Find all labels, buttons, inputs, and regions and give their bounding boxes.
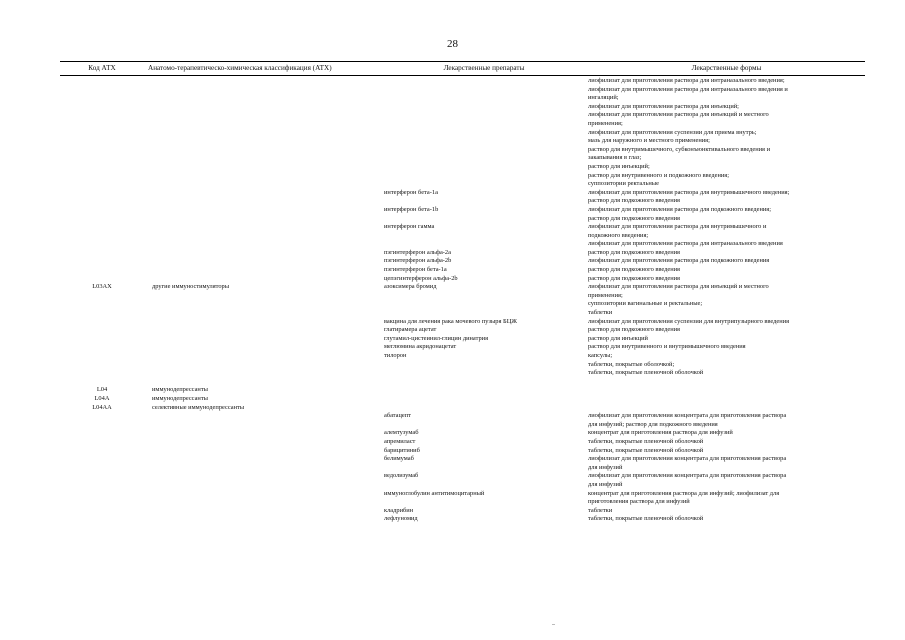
drug-name-cell: ведолизумаб — [384, 472, 419, 480]
dosage-form-cell: применения; — [588, 291, 623, 299]
dosage-form-cell: лиофилизат для приготовления раствора для подкожного введения; — [588, 205, 771, 213]
atc-code-cell: L04AA — [92, 403, 112, 411]
table-row — [60, 257, 865, 266]
table-row — [60, 369, 865, 378]
dosage-form-cell: таблетки, покрытые пленочной оболочкой — [588, 437, 704, 445]
column-header-classification: Анатомо-терапевтическо-химическая классификация (АТХ) — [148, 64, 332, 72]
table-row — [60, 283, 865, 292]
column-header-forms: Лекарственные формы — [691, 64, 762, 72]
table-row — [60, 120, 865, 129]
dosage-form-cell: лиофилизат для приготовления концентрата для приготовления раствора — [588, 472, 787, 480]
dosage-form-cell: раствор для инъекций; — [588, 162, 650, 170]
dosage-form-cell: подкожного введения; — [588, 231, 649, 239]
table-row — [60, 137, 865, 146]
table-row — [60, 326, 865, 335]
dosage-form-cell: лиофилизат для приготовления раствора для интраназального введения; — [588, 77, 785, 84]
drug-name-cell: белимумаб — [384, 455, 414, 463]
table-row — [60, 94, 865, 103]
dosage-form-cell: лиофилизат для приготовления концентрата для приготовления раствора — [588, 412, 787, 420]
drug-name-cell: апремиласт — [384, 437, 416, 445]
table-row — [60, 318, 865, 327]
drug-name-cell: иммуноглобулин антитимоцитарный — [384, 489, 485, 497]
dosage-form-cell: раствор для внутривенного и внутримышечного введения — [588, 343, 746, 351]
dosage-form-cell: лиофилизат для приготовления раствора для инъекций и местного — [588, 111, 769, 119]
table-row — [60, 515, 865, 524]
table-row — [60, 154, 865, 163]
drug-name-cell: пэгинтерферон альфа-2a — [384, 248, 451, 256]
dosage-form-cell: приготовления раствора для инфузий — [588, 498, 690, 506]
drug-name-cell: кладрибин — [384, 506, 414, 514]
dosage-form-cell: мазь для наружного и местного применения; — [588, 137, 710, 145]
classification-cell: селективные иммунодепрессанты — [152, 403, 245, 411]
column-header-drugs: Лекарственные препараты — [443, 64, 525, 72]
dosage-form-cell: для инфузий; раствор для подкожного введения — [588, 420, 718, 428]
table-row — [60, 172, 865, 181]
table-row — [60, 240, 865, 249]
dosage-form-cell: лиофилизат для приготовления раствора для инъекций и местного — [588, 283, 769, 291]
table-row — [60, 361, 865, 370]
drug-name-cell: алемтузумаб — [384, 429, 419, 437]
dosage-form-cell: раствор для подкожного введения — [588, 266, 681, 274]
dosage-form-cell: концентрат для приготовления раствора для инфузий; лиофилизат для — [588, 489, 780, 497]
drug-name-cell: тилорон — [384, 352, 407, 359]
drug-name-cell: пэгинтерферон альфа-2b — [384, 257, 452, 265]
dosage-form-cell: закапывания в глаз; — [588, 154, 642, 162]
atc-code-cell: L04 — [96, 386, 108, 394]
dosage-form-cell: капсулы; — [588, 352, 613, 359]
table-row — [60, 378, 865, 387]
table-row — [60, 412, 865, 421]
classification-cell: другие иммуностимуляторы — [152, 283, 230, 291]
table-row — [60, 292, 865, 301]
table-row — [60, 206, 865, 215]
table-row — [60, 180, 865, 189]
dosage-form-cell: раствор для подкожного введения — [588, 274, 681, 282]
dosage-form-cell: таблетки — [588, 506, 613, 514]
table-row — [60, 197, 865, 206]
table-row — [60, 335, 865, 344]
table-row — [60, 300, 865, 309]
drug-name-cell: глутамил-цистеинил-глицин динатрия — [384, 334, 489, 342]
table-row — [60, 429, 865, 438]
table-row — [60, 223, 865, 232]
dosage-form-cell: таблетки, покрытые пленочной оболочкой — [588, 515, 704, 523]
dosage-form-cell: применения; — [588, 119, 623, 127]
dosage-form-cell: лиофилизат для приготовления концентрата для приготовления раствора — [588, 455, 787, 463]
table-row — [60, 215, 865, 224]
dosage-form-cell: раствор для подкожного введения — [588, 248, 681, 256]
header-bottom-rule — [60, 75, 865, 76]
table-row — [60, 275, 865, 284]
drug-name-cell: азоксимера бромид — [384, 283, 437, 291]
scan-artifact — [552, 624, 555, 625]
dosage-form-cell: концентрат для приготовления раствора для инфузий — [588, 429, 733, 437]
drug-name-cell: глатирамера ацетат — [384, 326, 437, 334]
page-number: 28 — [447, 38, 458, 50]
table-row — [60, 86, 865, 95]
table-row — [60, 129, 865, 138]
table-row — [60, 481, 865, 490]
dosage-form-cell: лиофилизат для приготовления раствора для подкожного введения — [588, 257, 770, 265]
dosage-form-cell: для инфузий — [588, 463, 623, 471]
drug-name-cell: цепэгинтерферон альфа-2b — [384, 274, 458, 282]
table-row — [60, 77, 865, 86]
table-row — [60, 103, 865, 112]
table-row — [60, 472, 865, 481]
atc-code-cell: L03AX — [92, 283, 112, 291]
table-row — [60, 146, 865, 155]
drug-name-cell: вакцина для лечения рака мочевого пузыря БЦЖ — [384, 317, 518, 325]
header-top-rule — [60, 61, 865, 62]
table-row — [60, 343, 865, 352]
dosage-form-cell: таблетки — [588, 309, 613, 317]
atc-table-body — [60, 77, 865, 524]
table-row — [60, 309, 865, 318]
dosage-form-cell: для инфузий — [588, 480, 623, 488]
dosage-form-cell: лиофилизат для приготовления раствора для инъекций; — [588, 102, 739, 110]
table-row — [60, 352, 865, 361]
table-row — [60, 490, 865, 499]
dosage-form-cell: раствор для внутримышечного, субконъюнктивального введения и — [588, 145, 771, 153]
dosage-form-cell: раствор для инъекций — [588, 334, 648, 342]
classification-cell: иммунодепрессанты — [152, 386, 208, 394]
drug-name-cell: интерферон бета-1b — [384, 205, 439, 213]
dosage-form-cell: раствор для подкожного введения — [588, 197, 681, 205]
dosage-form-cell: лиофилизат для приготовления раствора для внутримышечного и — [588, 223, 767, 231]
dosage-form-cell: лиофилизат для приготовления суспензии для приема внутрь; — [588, 128, 757, 136]
table-row — [60, 266, 865, 275]
dosage-form-cell: лиофилизат для приготовления раствора для внутримышечного введения; — [588, 188, 790, 196]
dosage-form-cell: таблетки, покрытые оболочкой; — [588, 360, 675, 368]
table-row — [60, 498, 865, 507]
drug-name-cell: пэгинтерферон бета-1a — [384, 266, 447, 274]
drug-name-cell: интерферон гамма — [384, 223, 435, 231]
dosage-form-cell: раствор для внутривенного и подкожного введения; — [588, 171, 730, 179]
table-row — [60, 189, 865, 198]
table-row — [60, 438, 865, 447]
drug-name-cell: барицитиниб — [384, 446, 420, 454]
table-row — [60, 111, 865, 120]
classification-cell: иммунодепрессанты — [152, 394, 208, 402]
dosage-form-cell: лиофилизат для приготовления раствора для интраназального введения и — [588, 85, 788, 93]
dosage-form-cell: раствор для подкожного введения — [588, 326, 681, 334]
column-header-atc-code: Код АТХ — [88, 64, 116, 72]
table-row — [60, 163, 865, 172]
dosage-form-cell: суппозитории ректальные — [588, 180, 659, 188]
table-row — [60, 404, 865, 413]
drug-name-cell: интерферон бета-1a — [384, 188, 438, 196]
table-row — [60, 421, 865, 430]
table-row — [60, 386, 865, 395]
drug-name-cell: меглюмина акридонацетат — [384, 343, 457, 351]
dosage-form-cell: таблетки, покрытые пленочной оболочкой — [588, 369, 704, 377]
table-row — [60, 464, 865, 473]
table-row — [60, 232, 865, 241]
dosage-form-cell: лиофилизат для приготовления суспензии для внутрипузырного введения — [588, 317, 790, 325]
table-row — [60, 395, 865, 404]
drug-name-cell: лефлуномид — [384, 515, 418, 523]
dosage-form-cell: суппозитории вагинальные и ректальные; — [588, 300, 703, 308]
table-row — [60, 249, 865, 258]
dosage-form-cell: таблетки, покрытые пленочной оболочкой — [588, 446, 704, 454]
drug-name-cell: абатацепт — [384, 412, 411, 420]
table-row — [60, 447, 865, 456]
dosage-form-cell: ингаляций; — [588, 94, 619, 102]
dosage-form-cell: лиофилизат для приготовления раствора для интраназального введения — [588, 240, 783, 248]
table-row — [60, 507, 865, 516]
atc-code-cell: L04A — [94, 394, 110, 402]
table-row — [60, 455, 865, 464]
dosage-form-cell: раствор для подкожного введения — [588, 214, 681, 222]
